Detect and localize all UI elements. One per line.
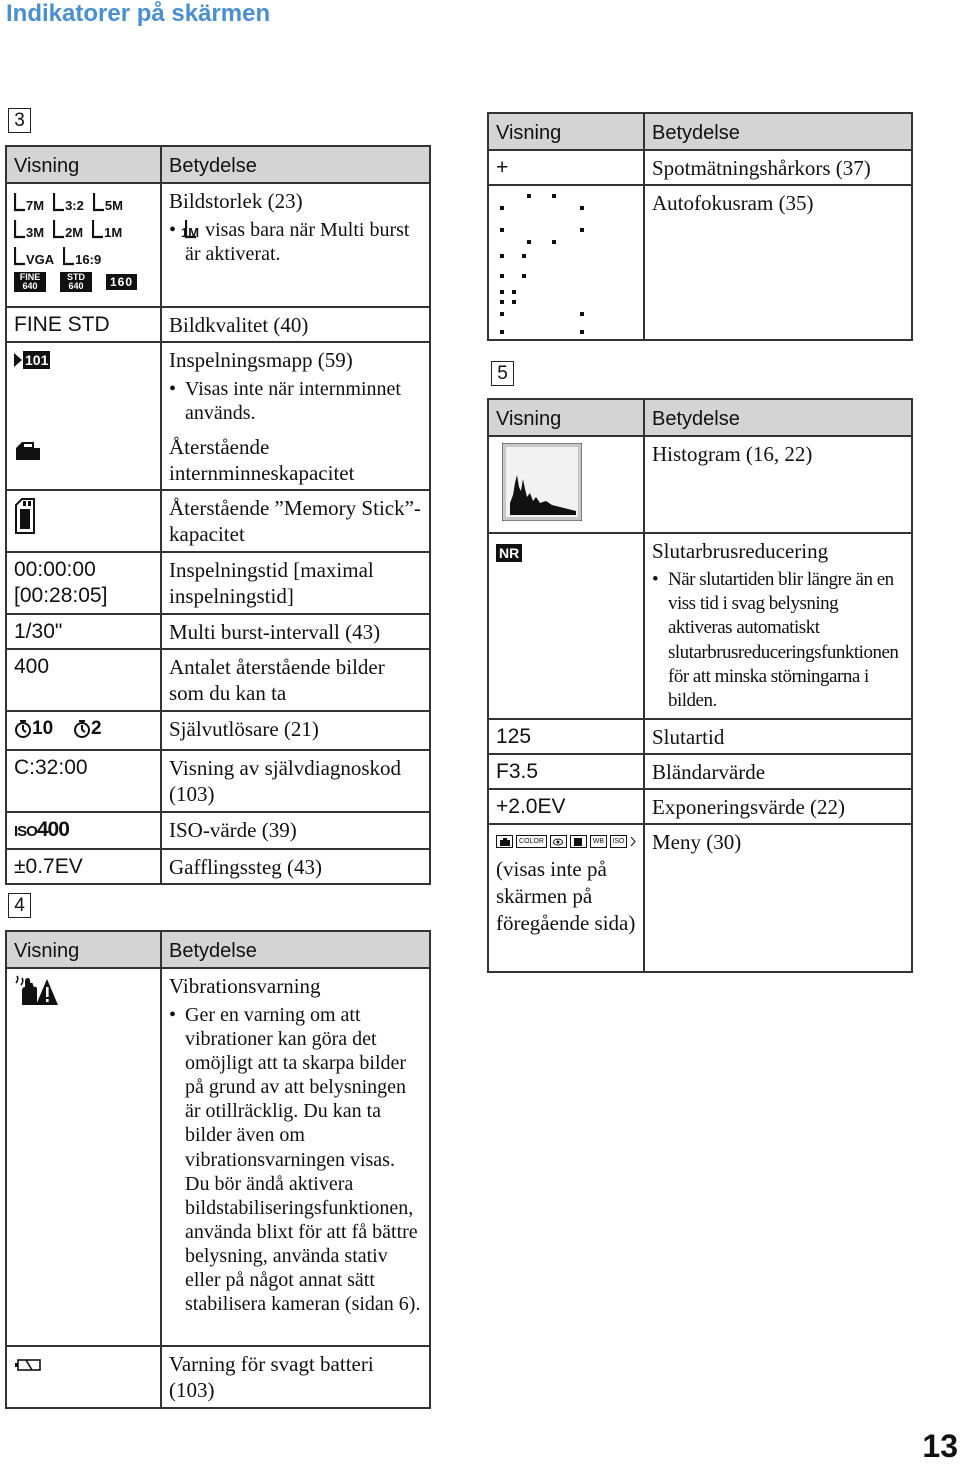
af-frame-icon: [494, 190, 594, 336]
table-row: [488, 719, 912, 754]
table-row: [6, 307, 430, 342]
self-timer-meaning: Självutlösare (21): [161, 711, 430, 750]
low-battery-icon: [14, 1357, 42, 1373]
vibration-warning-icon: [14, 975, 58, 1007]
table-row: [488, 789, 912, 824]
memory-stick-cell: [6, 490, 161, 552]
iso-menu-icon: ISO: [610, 835, 627, 848]
shutter-meaning: Slutartid: [644, 719, 912, 754]
table-row: [488, 533, 912, 719]
noise-reduction-icon: NR: [496, 544, 522, 562]
section-4-table: [5, 930, 431, 1409]
table-row: [6, 430, 430, 490]
table-header-row: [6, 931, 430, 968]
image-size-3m-icon: 3M: [14, 219, 44, 239]
section-3-table: [5, 145, 431, 885]
memory-stick-icon: [14, 497, 36, 535]
table-row: [488, 754, 912, 789]
image-size-icons: [6, 183, 161, 307]
burst-interval-value: 1/30": [6, 614, 161, 649]
table-row: [488, 436, 912, 533]
exposure-value: +2.0EV: [488, 789, 644, 824]
spot-cross-value: +: [488, 150, 644, 185]
internal-memory-cell: [6, 430, 161, 490]
bullet-note: • 1M visas bara när Multi burst är aktiverat.: [169, 219, 410, 265]
image-size-2m-icon: 2M: [53, 219, 83, 239]
column-header-visning: Visning: [488, 399, 644, 436]
column-header-betydelse: Betydelse: [644, 399, 912, 436]
table-row: [6, 750, 430, 812]
aperture-value: F3.5: [488, 754, 644, 789]
self-timer-2-icon: 2: [73, 716, 102, 742]
bracket-step-meaning: Gafflingssteg (43): [161, 849, 430, 884]
section-number-3: 3: [8, 108, 31, 133]
self-diagnosis-value: C:32:00: [6, 750, 161, 812]
table-row: [6, 490, 430, 552]
image-size-vga-icon: VGA: [14, 246, 54, 266]
std-640-icon: STD 640: [60, 272, 92, 292]
page-number: 13: [922, 1428, 958, 1464]
menu-cell: [488, 824, 644, 972]
flash-mode-icon: [570, 835, 587, 848]
exposure-meaning: Exponeringsvärde (22): [644, 789, 912, 824]
table-header-row: [488, 113, 912, 150]
column-header-betydelse: Betydelse: [644, 113, 912, 150]
table-row: [6, 711, 430, 750]
focus-table: [487, 112, 913, 341]
memory-stick-meaning: Återstående ”Memory Stick”-kapacitet: [161, 490, 430, 552]
bracket-step-value: ±0.7EV: [6, 849, 161, 884]
color-mode-icon: COLOR: [516, 835, 547, 848]
recording-time-value: 00:00:00 [00:28:05]: [6, 552, 161, 614]
column-header-visning: Visning: [6, 146, 161, 183]
histogram-meaning: Histogram (16, 22): [644, 436, 912, 533]
iso-400-icon: ISO400: [14, 818, 69, 841]
bullet-note: • Ger en varning om att vibrationer kan göra det omöjligt att ta skarpa bilder på grund av att belysningen är otillräcklig. Du kan ta bilder även om vibrationsvarningen visas. Du bör ändå aktivera bildstabiliseringsfunktionen, använda blixt för att få bättre belysning, använda stativ eller på något annat sätt stabilisera kameran (sidan 6).: [169, 1004, 421, 1316]
vibration-meaning: [161, 968, 430, 1346]
camera-icon: [496, 835, 513, 848]
folder-cell: [6, 342, 161, 430]
burst-interval-meaning: Multi burst-intervall (43): [161, 614, 430, 649]
table-row: [488, 185, 912, 340]
remaining-images-value: 400: [6, 649, 161, 711]
table-row: [488, 824, 912, 972]
column-header-visning: Visning: [6, 931, 161, 968]
table-row: [6, 812, 430, 849]
af-frame-cell: [488, 185, 644, 340]
menu-meaning: Meny (30): [644, 824, 912, 972]
folder-icon: 101: [14, 351, 50, 369]
histogram-cell: [488, 436, 644, 533]
image-size-16-9-icon: 16:9: [63, 246, 101, 266]
section-number-4: 4: [8, 893, 31, 918]
menu-bar-icon: [496, 835, 636, 848]
internal-memory-meaning: Återstående internminneskapacitet: [161, 430, 430, 490]
meaning-text: Vibrationsvarning: [169, 974, 321, 998]
section-number-5: 5: [491, 361, 514, 386]
self-diagnosis-meaning: Visning av självdiagnoskod (103): [161, 750, 430, 812]
aperture-meaning: Bländarvärde: [644, 754, 912, 789]
page-title: Indikatorer på skärmen: [6, 0, 271, 27]
white-balance-icon: WB: [590, 835, 607, 848]
self-timer-10-icon: 10: [14, 716, 53, 742]
fine-640-icon: FINE 640: [14, 272, 46, 292]
shutter-value: 125: [488, 719, 644, 754]
vibration-cell: [6, 968, 161, 1346]
image-size-7m-icon: 7M: [14, 192, 44, 212]
meaning-text: Bildstorlek (23): [169, 189, 303, 213]
table-row: [6, 649, 430, 711]
image-size-meaning: [161, 183, 430, 307]
column-header-betydelse: Betydelse: [161, 146, 430, 183]
spot-cross-meaning: Spotmätningshårkors (37): [644, 150, 912, 185]
table-header-row: [6, 146, 430, 183]
nr-meaning: [644, 533, 912, 719]
histogram-icon: [502, 443, 582, 521]
bullet-note: • När slutartiden blir längre än en viss tid i svag belysning aktiveras automatiskt slutarbrusreduceringsfunktionen för att minska störningarna i bilden.: [652, 569, 899, 712]
iso-meaning: ISO-värde (39): [161, 812, 430, 849]
table-row: [488, 150, 912, 185]
recording-time-meaning: Inspelningstid [maximal inspelningstid]: [161, 552, 430, 614]
table-row: [6, 849, 430, 884]
chevron-right-icon: [630, 836, 636, 847]
af-frame-meaning: Autofokusram (35): [644, 185, 912, 340]
nr-cell: [488, 533, 644, 719]
bullet-note: • Visas inte när internminnet används.: [169, 378, 401, 424]
quality-meaning: Bildkvalitet (40): [161, 307, 430, 342]
iso-cell: [6, 812, 161, 849]
meaning-text: Slutarbrusreducering: [652, 539, 829, 563]
column-header-betydelse: Betydelse: [161, 931, 430, 968]
battery-meaning: Varning för svagt batteri (103): [161, 1346, 430, 1408]
burst-160-icon: 160: [106, 274, 137, 290]
column-header-visning: Visning: [488, 113, 644, 150]
table-row: [6, 183, 430, 307]
table-row: [6, 1346, 430, 1408]
battery-cell: [6, 1346, 161, 1408]
eye-icon: [550, 835, 567, 848]
table-row: [6, 968, 430, 1346]
section-5-table: [487, 398, 913, 973]
table-row: [6, 552, 430, 614]
remaining-images-meaning: Antalet återstående bilder som du kan ta: [161, 649, 430, 711]
self-timer-cell: [6, 711, 161, 750]
meaning-text: Inspelningsmapp (59): [169, 348, 353, 372]
table-header-row: [488, 399, 912, 436]
table-row: [6, 342, 430, 430]
quality-value: FINE STD: [6, 307, 161, 342]
folder-meaning: [161, 342, 430, 430]
image-size-1m-icon: 1M: [92, 219, 122, 239]
table-row: [6, 614, 430, 649]
image-size-1m-icon: 1M: [185, 219, 199, 239]
image-size-3-2-icon: 3:2: [53, 192, 84, 212]
internal-memory-icon: [14, 438, 42, 462]
menu-note: (visas inte på skärmen på föregående sida): [496, 857, 636, 935]
image-size-5m-icon: 5M: [93, 192, 123, 212]
